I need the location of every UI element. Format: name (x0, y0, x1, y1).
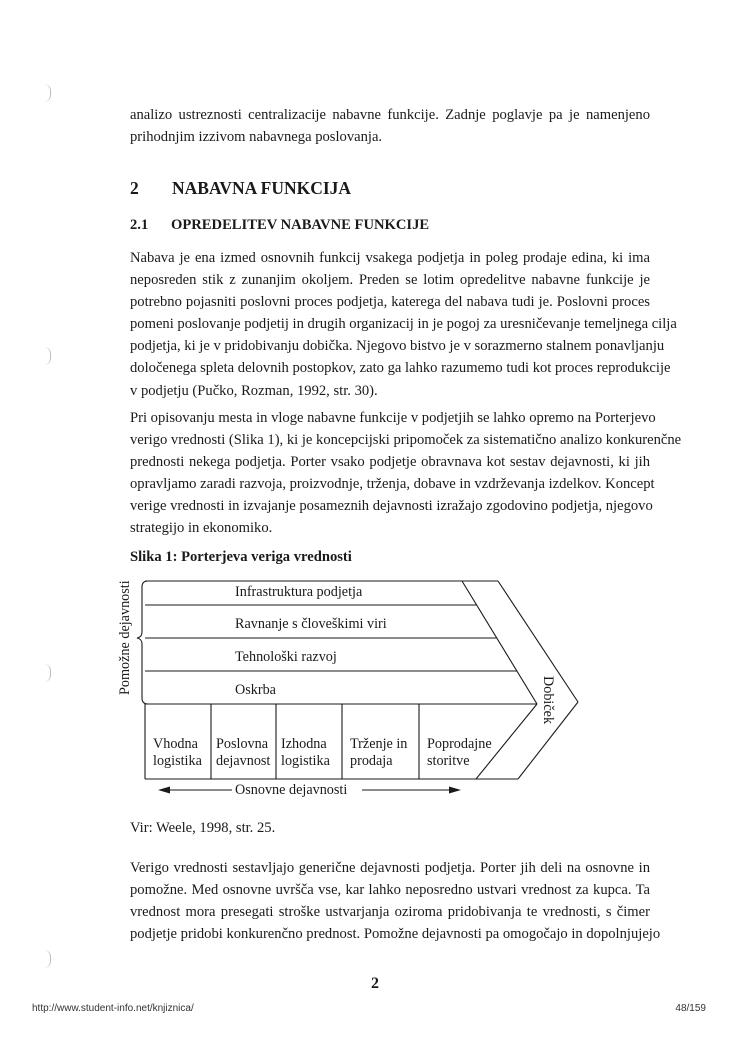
footer-url-link[interactable]: http://www.student-info.net/knjiznica/ (32, 1003, 194, 1014)
primary-activities-label: Osnovne dejavnosti (235, 782, 348, 798)
figure-caption: Slika 1: Porterjeva veriga vrednosti (130, 549, 352, 565)
primary-activity-line: Poprodajne (427, 736, 492, 752)
text-line: verigo vrednosti (Slika 1), ki je koncepcijski pripomoček za sistematično analizo konkurenčne (130, 432, 682, 449)
chapter-number: 2 (130, 178, 139, 198)
primary-activity-line: Trženje in (350, 736, 408, 752)
paragraph-2 (130, 407, 682, 540)
text-line: pomeni poslovanje podjetij in drugih organizacij in je pogoj za uresničevanje temeljnega cilja (130, 316, 677, 333)
section-heading (130, 217, 429, 234)
chapter-title: NABAVNA FUNKCIJA (172, 178, 352, 198)
paragraph-1 (130, 247, 677, 402)
footer-page-count: 48/159 (675, 1003, 706, 1014)
section-title: OPREDELITEV NABAVNE FUNKCIJE (171, 217, 430, 233)
intro-paragraph (130, 104, 650, 148)
text-line: podjetje pridobi konkurenčno prednost. Pomožne dejavnosti pa omogočajo in dopolnjujejo (130, 926, 661, 943)
text-line: neposreden stik z zunanjim okoljem. Preden se lotim opredelitve nabavne funkcije je (130, 272, 650, 289)
primary-activity (350, 736, 407, 770)
support-activity: Tehnološki razvoj (235, 649, 337, 665)
primary-activity-line: Vhodna (153, 736, 198, 752)
text-line: v podjetju (Pučko, Rozman, 1992, str. 30). (130, 382, 378, 399)
binder-mark (44, 347, 51, 365)
primary-activity-line: dejavnost (216, 753, 271, 769)
primary-activity-line: logistika (153, 753, 202, 769)
text-line: strategijo in ekonomiko. (130, 520, 273, 537)
primary-activity-line: Poslovna (216, 736, 269, 752)
text-line: vrednost mora presegati stroške ustvarjanja oziroma pridobivanja te vrednosti, s čimer (130, 904, 650, 921)
value-chain-diagram (100, 570, 600, 800)
support-activities-label: Pomožne dejavnosti (117, 580, 133, 695)
primary-activity (216, 736, 270, 770)
text-line: Verigo vrednosti sestavljajo generične dejavnosti podjetja. Porter jih deli na osnovne in (130, 860, 650, 876)
text-line: določenega spleta delovnih postopkov, zato ga lahko razumemo tudi kot proces reprodukcije (130, 360, 671, 377)
primary-activity (427, 736, 492, 770)
primary-activity-line: prodaja (350, 753, 393, 769)
section-number: 2.1 (130, 217, 149, 233)
text-line: podjetja, ki je v pridobivanju dobička. Njegovo bistvo je v sorazmerno stalnem ponavljanju (130, 338, 665, 355)
support-activity: Ravnanje s človeškimi viri (235, 616, 387, 632)
margin-label: Dobiček (540, 676, 556, 725)
text-line: Nabava je ena izmed osnovnih funkcij vsakega podjetja in poleg prodaje edina, ki ima (130, 250, 650, 266)
text-line: Pri opisovanju mesta in vloge nabavne funkcije v podjetjih se lahko opremo na Porterjevo (130, 410, 656, 426)
text-line: analizo ustreznosti centralizacije nabavne funkcije. Zadnje poglavje pa je namenjeno (130, 107, 650, 123)
binder-mark (44, 664, 51, 682)
text-line: prihodnjim izzivom nabavnega poslovanja. (130, 129, 383, 146)
support-activity: Oskrba (235, 682, 276, 698)
paragraph-3 (130, 857, 661, 945)
page-number: 2 (371, 975, 379, 992)
text-line: pomožne. Med osnovne uvršča vse, kar lahko neposredno ustvari vrednost za kupca. Ta (130, 882, 650, 899)
text-line: prednosti nekega podjetja. Porter vsako podjetje obravnava kot sestav dejavnosti, ki jih (130, 454, 650, 471)
chapter-heading (130, 178, 351, 199)
support-activity: Infrastruktura podjetja (235, 584, 363, 600)
binder-mark (44, 950, 51, 968)
primary-activity (281, 736, 330, 770)
text-line: potrebno pojasniti poslovni proces podjetja, katerega del nabava tudi je. Poslovni proces (130, 294, 650, 311)
binder-mark (44, 84, 51, 102)
primary-activity-line: storitve (427, 753, 470, 769)
primary-activity-line: logistika (281, 753, 330, 769)
primary-activity (153, 736, 202, 770)
primary-activity-line: Izhodna (281, 736, 327, 752)
figure-source: Vir: Weele, 1998, str. 25. (130, 820, 276, 836)
text-line: opravljamo zaradi razvoja, proizvodnje, trženja, dobave in vzdrževanja izdelkov. Koncept (130, 476, 655, 493)
text-line: verige vrednosti in izvajanje posameznih dejavnosti izražajo zgodovino podjetja, njegovo (130, 498, 653, 515)
